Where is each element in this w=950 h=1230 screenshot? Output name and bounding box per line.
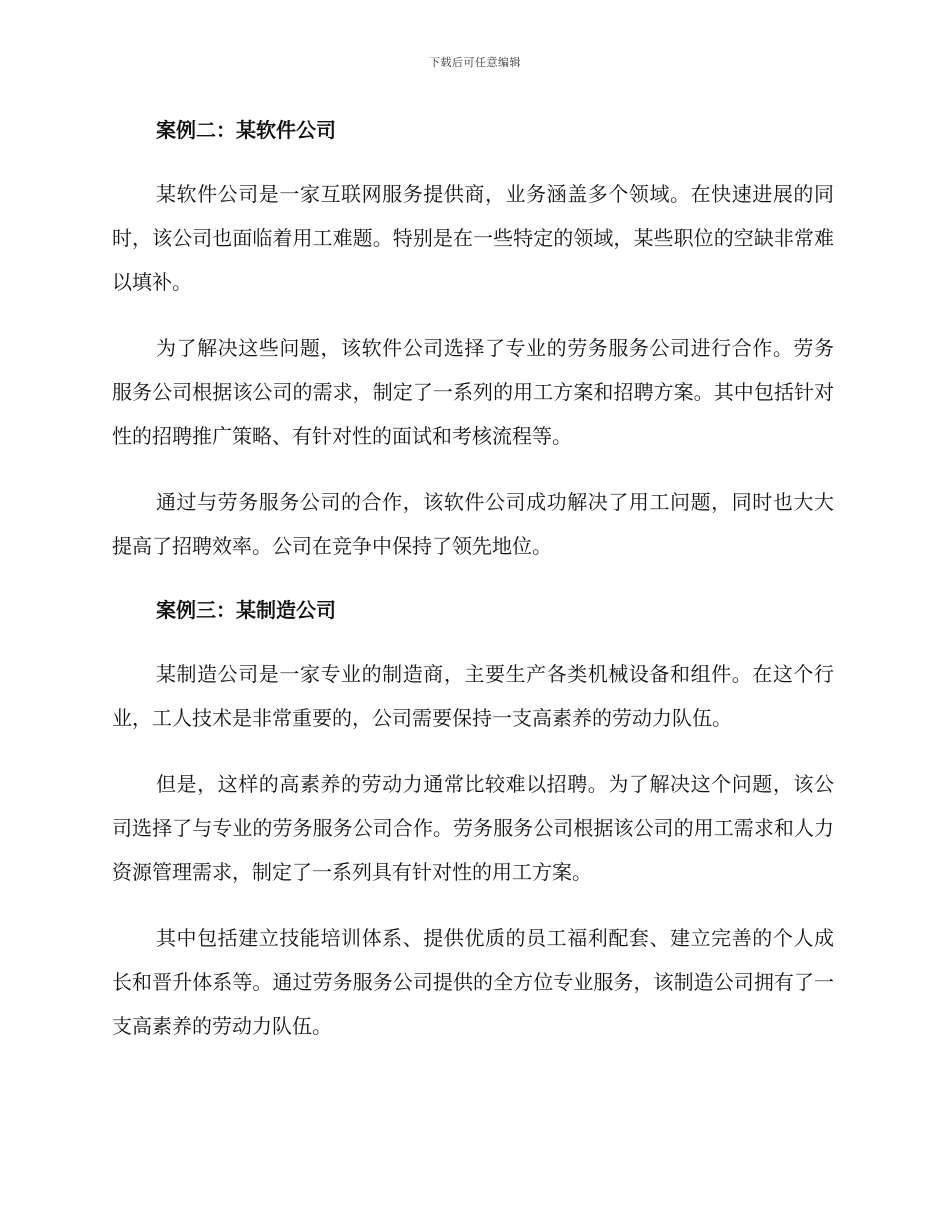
- paragraph: 某软件公司是一家互联网服务提供商，业务涵盖多个领域。在快速进展的同时，该公司也面临着用工难题。特别是在一些特定的领域，某些职位的空缺非常难以填补。: [112, 182, 834, 294]
- document-body: [112, 110, 834, 1070]
- paragraph: 某制造公司是一家专业的制造商，主要生产各类机械设备和组件。在这个行业，工人技术是非常重要的，公司需要保持一支高素养的劳动力队伍。: [112, 662, 834, 730]
- paragraph: 通过与劳务服务公司的合作，该软件公司成功解决了用工问题，同时也大大提高了招聘效率。公司在竞争中保持了领先地位。: [112, 490, 834, 558]
- paragraph: 其中包括建立技能培训体系、提供优质的员工福利配套、建立完善的个人成长和晋升体系等。通过劳务服务公司提供的全方位专业服务，该制造公司拥有了一支高素养的劳动力队伍。: [112, 926, 834, 1038]
- page-header-note: 下载后可任意编辑: [429, 56, 521, 69]
- case-two-section: [112, 110, 834, 568]
- paragraph: 但是，这样的高素养的劳动力通常比较难以招聘。为了解决这个问题，该公司选择了与专业的劳务服务公司合作。劳务服务公司根据该公司的用工需求和人力资源管理需求，制定了一系列具有针对性的用工方案。: [112, 772, 834, 884]
- section-heading: 案例二：某软件公司: [156, 118, 336, 142]
- paragraph: 为了解决这些问题，该软件公司选择了专业的劳务服务公司进行合作。劳务服务公司根据该公司的需求，制定了一系列的用工方案和招聘方案。其中包括针对性的招聘推广策略、有针对性的面试和考核流程等。: [112, 336, 834, 448]
- case-three-section: [112, 590, 834, 1048]
- section-heading: 案例三：某制造公司: [156, 598, 336, 622]
